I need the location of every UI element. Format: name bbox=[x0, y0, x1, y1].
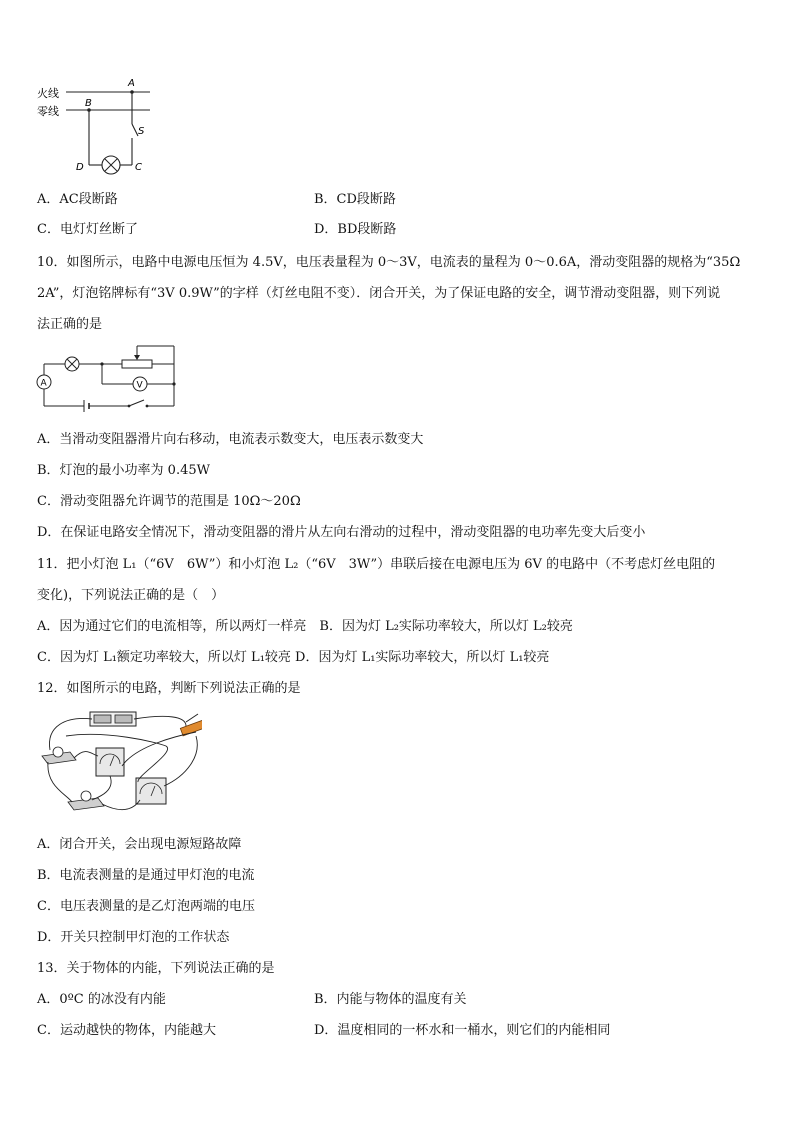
q13-option-a: A．0ºC 的冰没有内能 bbox=[37, 992, 166, 1007]
q9-option-c: C．电灯灯丝断了 bbox=[37, 222, 138, 237]
q11-stem-line-2: 变化)，下列说法正确的是（ ） bbox=[37, 588, 225, 603]
point-a-label: A bbox=[128, 78, 135, 89]
q11-stem-line-1: 11．把小灯泡 L₁（“6V 6W”）和小灯泡 L₂（“6V 3W”）串联后接在电源电压为 6V 的电路中（不考虑灯丝电阻的 bbox=[37, 557, 716, 572]
q12-option-b: B．电流表测量的是通过甲灯泡的电流 bbox=[37, 868, 255, 883]
q10-stem-line-2: 2A”，灯泡铭牌标有“3V 0.9W”的字样（灯丝电阻不变）．闭合开关，为了保证电路的安全，调节滑动变阻器，则下列说 bbox=[37, 286, 721, 301]
q10-stem-line-3: 法正确的是 bbox=[37, 317, 103, 332]
q11-options-cd: C．因为灯 L₁额定功率较大，所以灯 L₁较亮 D．因为灯 L₁实际功率较大，所以灯 L₁较亮 bbox=[37, 650, 550, 665]
figure-10-circuit bbox=[36, 340, 180, 412]
figure-12-physical-circuit bbox=[36, 706, 202, 818]
live-wire-label: 火线 bbox=[37, 87, 59, 100]
q9-option-b: B．CD段断路 bbox=[314, 192, 396, 207]
q12-option-a: A．闭合开关，会出现电源短路故障 bbox=[37, 837, 242, 852]
q10-stem-line-1: 10．如图所示，电路中电源电压恒为 4.5V，电压表量程为 0～3V，电流表的量程为 0～0.6A，滑动变阻器的规格为“35Ω bbox=[37, 255, 741, 270]
neutral-wire-label: 零线 bbox=[37, 105, 59, 118]
q10-option-d: D．在保证电路安全情况下，滑动变阻器的滑片从左向右滑动的过程中，滑动变阻器的电功率先变大后变小 bbox=[37, 525, 646, 540]
point-b-label: B bbox=[85, 98, 92, 109]
q11-options-ab: A．因为通过它们的电流相等，所以两灯一样亮 B．因为灯 L₂实际功率较大，所以灯 L₂较亮 bbox=[37, 619, 573, 634]
figure-9-household-circuit bbox=[36, 76, 156, 176]
q13-stem: 13．关于物体的内能，下列说法正确的是 bbox=[37, 961, 275, 976]
point-d-label: D bbox=[76, 162, 84, 173]
point-c-label: C bbox=[135, 162, 142, 173]
q9-option-d: D．BD段断路 bbox=[314, 222, 397, 237]
ammeter-label: A bbox=[40, 378, 47, 389]
q12-stem: 12．如图所示的电路，判断下列说法正确的是 bbox=[37, 681, 301, 696]
q13-option-b: B．内能与物体的温度有关 bbox=[314, 992, 467, 1007]
q13-option-d: D．温度相同的一杯水和一桶水，则它们的内能相同 bbox=[314, 1023, 611, 1038]
q10-option-c: C．滑动变阻器允许调节的范围是 10Ω～20Ω bbox=[37, 494, 301, 509]
q10-option-a: A．当滑动变阻器滑片向右移动，电流表示数变大，电压表示数变大 bbox=[37, 432, 424, 447]
q12-option-c: C．电压表测量的是乙灯泡两端的电压 bbox=[37, 899, 255, 914]
switch-s-label: S bbox=[138, 126, 145, 137]
voltmeter-label: V bbox=[136, 380, 143, 391]
q10-option-b: B．灯泡的最小功率为 0.45W bbox=[37, 463, 210, 478]
q13-option-c: C．运动越快的物体，内能越大 bbox=[37, 1023, 216, 1038]
q9-option-a: A．AC段断路 bbox=[37, 192, 118, 207]
q12-option-d: D．开关只控制甲灯泡的工作状态 bbox=[37, 930, 230, 945]
